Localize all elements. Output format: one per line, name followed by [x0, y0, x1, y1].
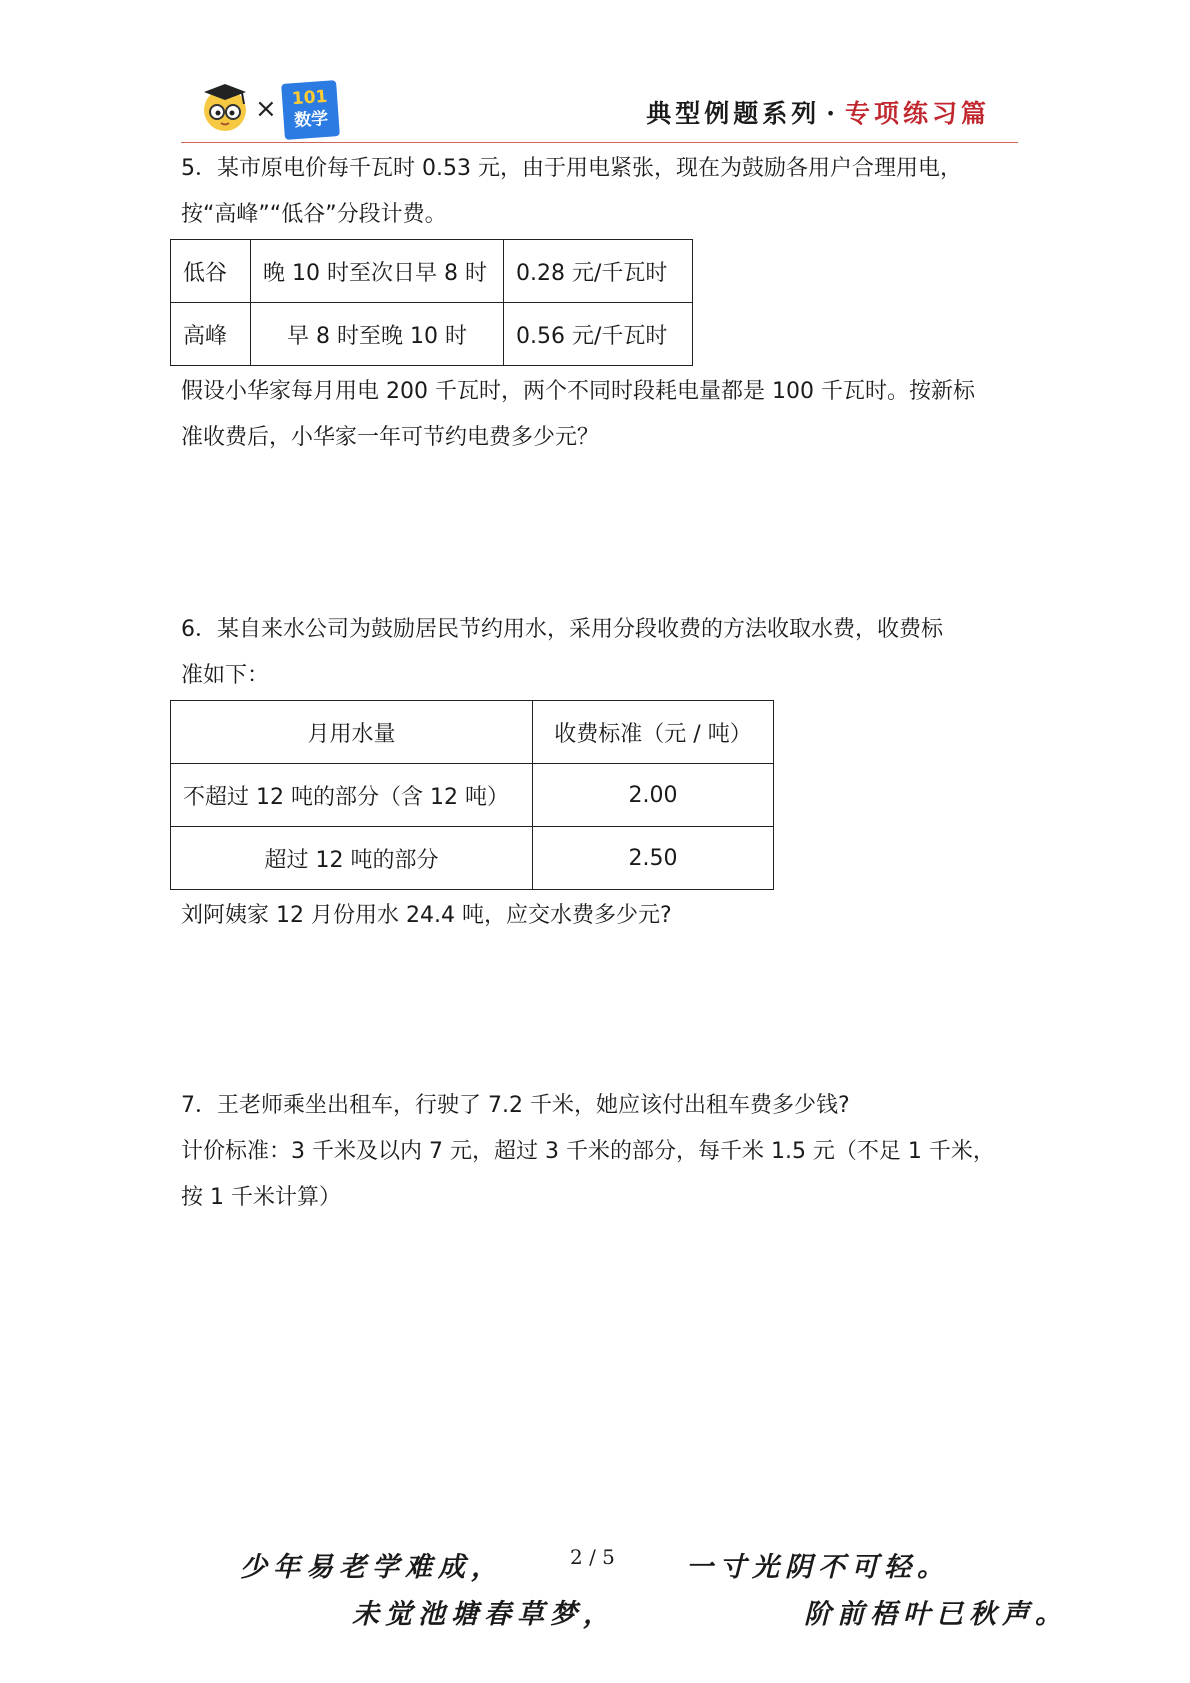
title-dot: · [826, 99, 839, 128]
table-cell: 高峰 [171, 303, 251, 366]
logo-text-math: 数学 [293, 108, 329, 132]
logo-separator: × [255, 94, 277, 124]
q5-question [181, 369, 1021, 461]
q5-after-line-1: 假设小华家每月用电 200 千瓦时，两个不同时段耗电量都是 100 千瓦时。按新标 [181, 379, 975, 404]
table-row [171, 303, 693, 366]
q7-line-2: 计价标准：3 千米及以内 7 元，超过 3 千米的部分，每千米 1.5 元（不足 1 千米， [181, 1139, 995, 1164]
table-cell: 早 8 时至晚 10 时 [251, 303, 504, 366]
q5-after-line-2: 准收费后，小华家一年可节约电费多少元？ [181, 425, 600, 450]
owl-face-logo-icon [200, 82, 250, 132]
question-7 [181, 1083, 1021, 1221]
series-title-sub: 专项练习篇 [844, 99, 990, 128]
table-cell: 低谷 [171, 240, 251, 303]
q6-question: 刘阿姨家 12 月份用水 24.4 吨，应交水费多少元? [181, 903, 672, 928]
table-cell: 2.00 [533, 764, 774, 827]
question-5 [181, 146, 1021, 238]
series-title [646, 94, 990, 130]
header-divider [181, 142, 1018, 143]
table-cell: 0.28 元/千瓦时 [504, 240, 693, 303]
poem-line-3: 未觉池塘春草梦， [352, 1599, 616, 1630]
table-cell: 2.50 [533, 827, 774, 890]
table-header-row [171, 701, 774, 764]
math-101-logo [281, 80, 340, 140]
electricity-rate-table [170, 239, 693, 366]
q5-line-1: 5．某市原电价每千瓦时 0.53 元，由于用电紧张，现在为鼓励各用户合理用电， [181, 156, 962, 181]
q5-line-2: 按“高峰”“低谷”分段计费。 [181, 202, 447, 227]
table-cell: 不超过 12 吨的部分（含 12 吨） [171, 764, 533, 827]
page-number: 2 / 5 [570, 1545, 615, 1569]
table-cell: 0.56 元/千瓦时 [504, 303, 693, 366]
q7-line-3: 按 1 千米计算） [181, 1185, 341, 1210]
logo-text-101: 101 [291, 86, 329, 110]
table-cell: 超过 12 吨的部分 [171, 827, 533, 890]
table-header-cell: 月用水量 [171, 701, 533, 764]
table-row [171, 764, 774, 827]
q6-line-2: 准如下： [181, 663, 270, 688]
table-row [171, 240, 693, 303]
poem-line-2: 一寸光阴不可轻。 [686, 1552, 950, 1583]
poem-line-1: 少年易老学难成， [240, 1552, 504, 1583]
table-cell: 晚 10 时至次日早 8 时 [251, 240, 504, 303]
table-header-cell: 收费标准（元 / 吨） [533, 701, 774, 764]
poem-line-4: 阶前梧叶已秋声。 [804, 1599, 1068, 1630]
water-rate-table [170, 700, 774, 890]
q6-line-1: 6．某自来水公司为鼓励居民节约用水，采用分段收费的方法收取水费，收费标 [181, 617, 943, 642]
question-6 [181, 607, 1021, 699]
q7-line-1: 7．王老师乘坐出租车，行驶了 7.2 千米，她应该付出租车费多少钱? [181, 1093, 850, 1118]
table-row [171, 827, 774, 890]
series-title-main: 典型例题系列 [646, 99, 821, 128]
